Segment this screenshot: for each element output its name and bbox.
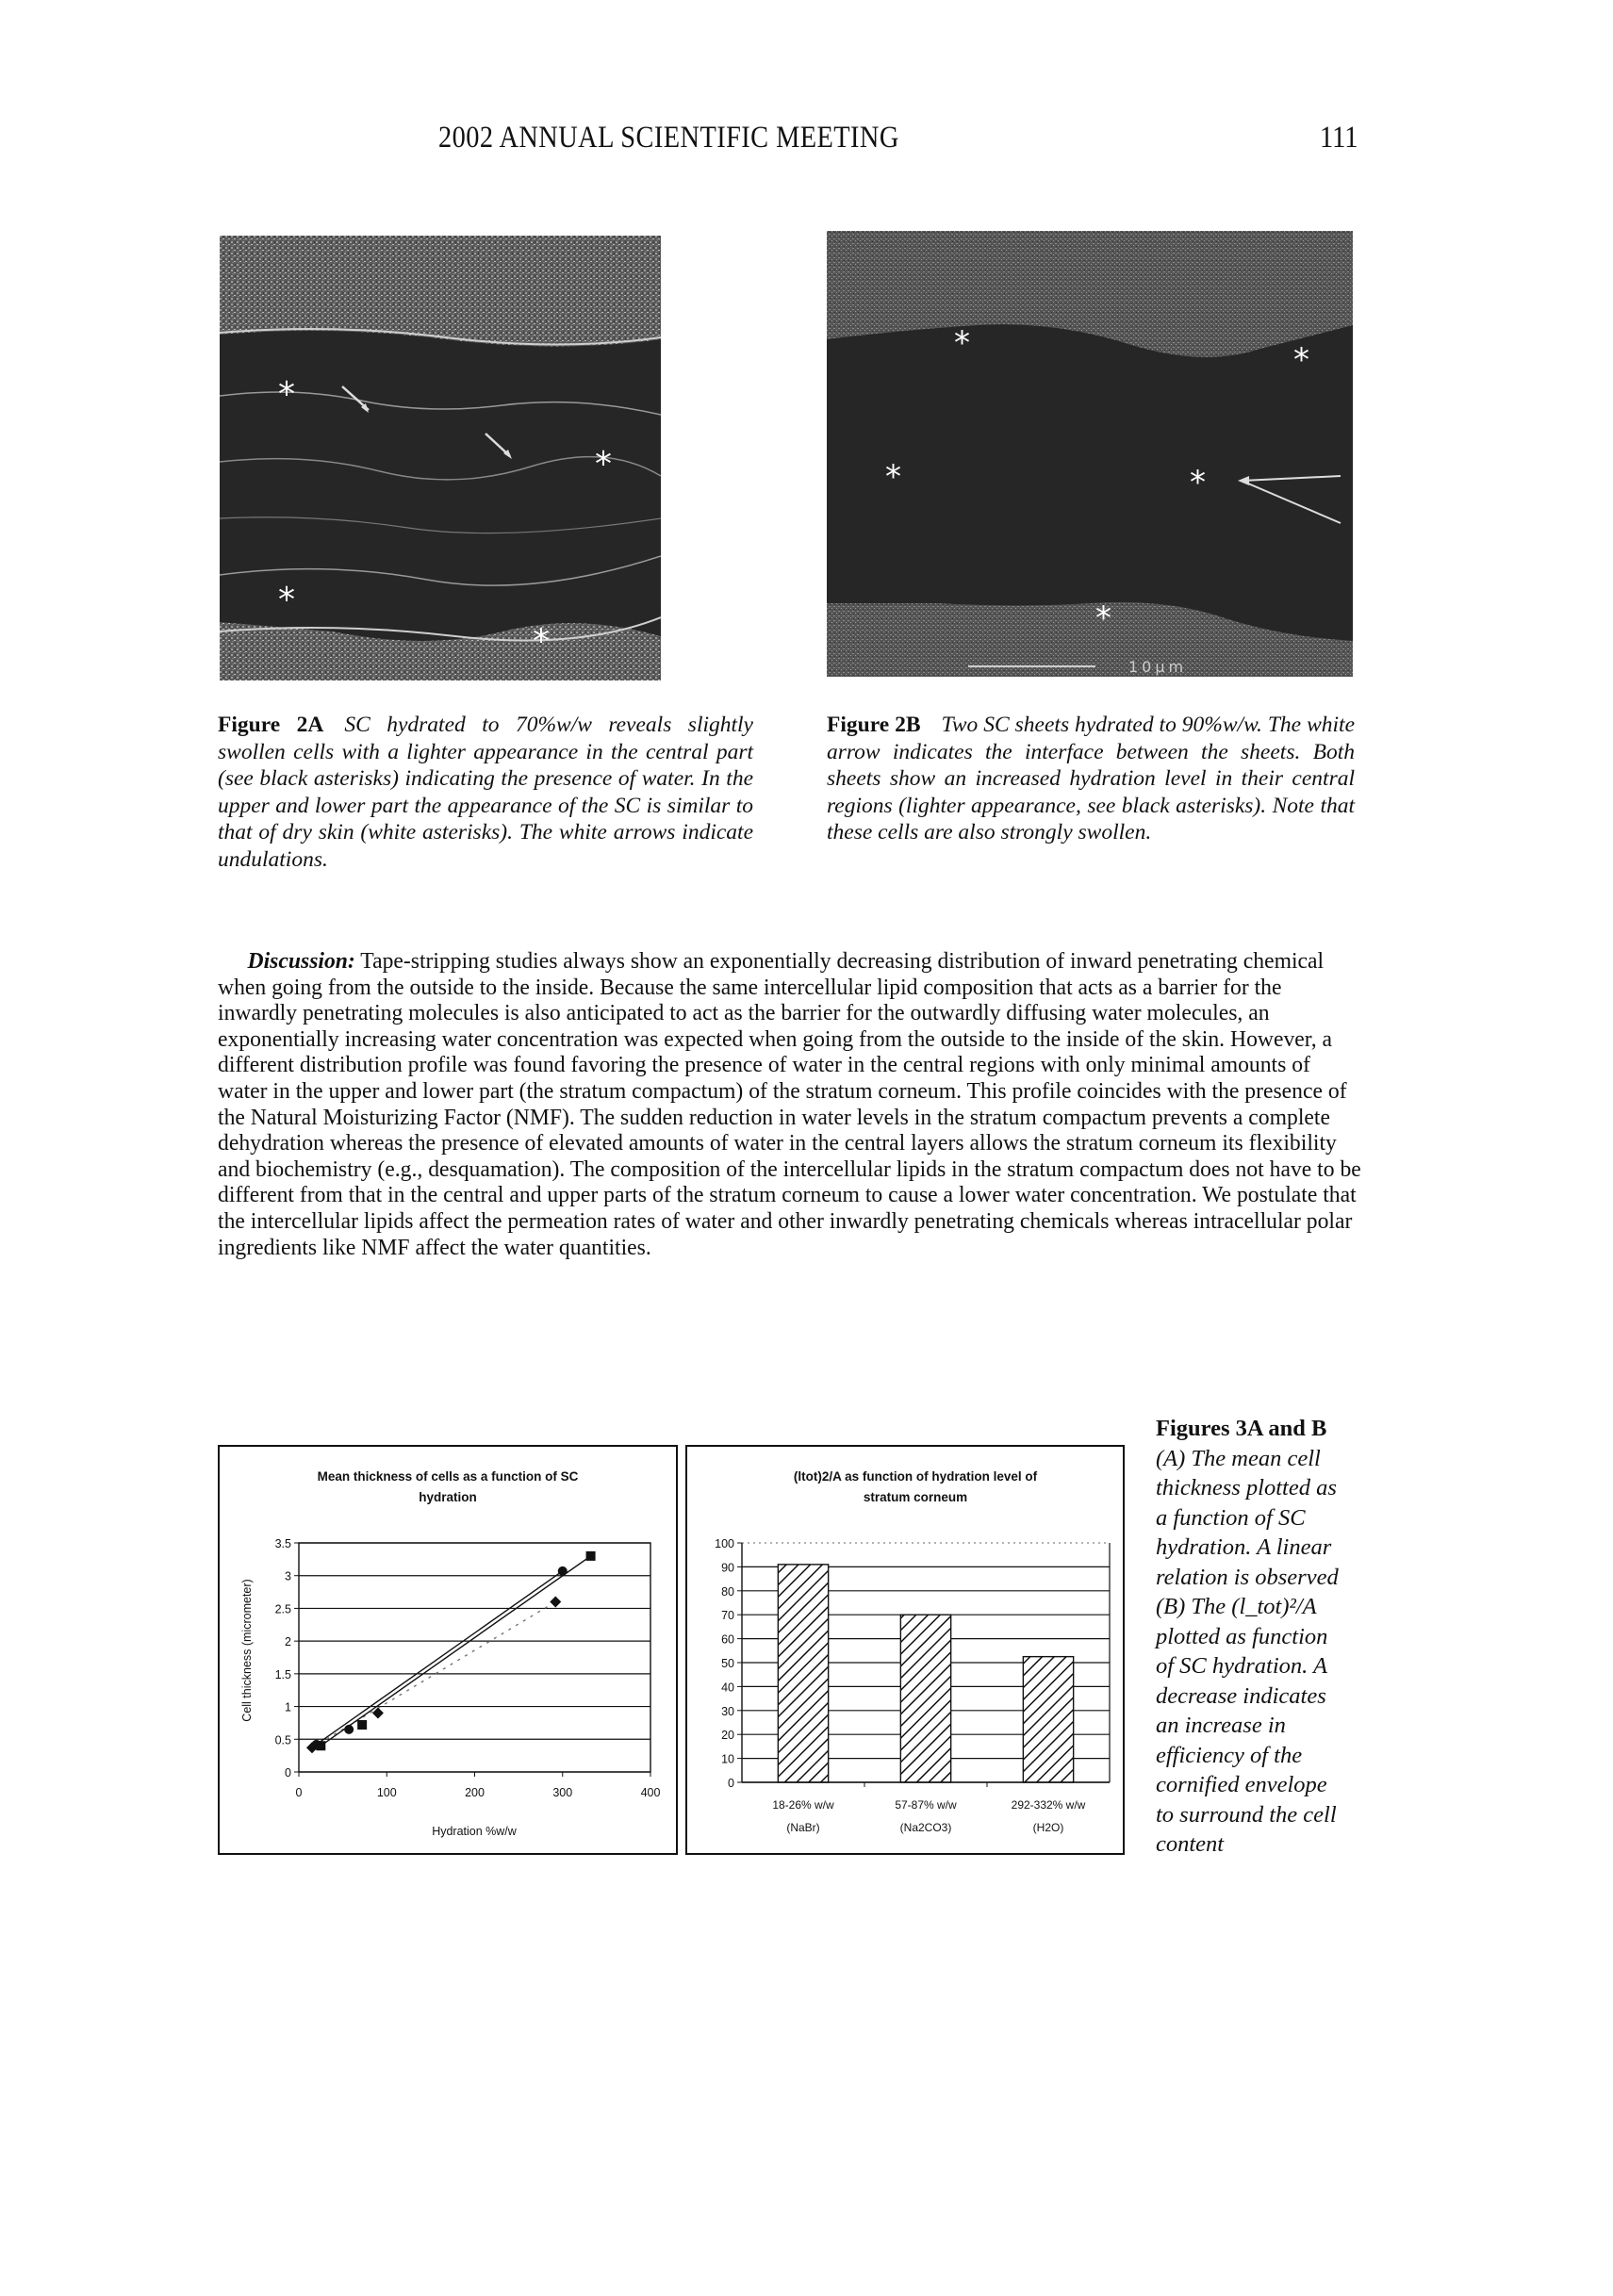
y-tick-label: 1 xyxy=(285,1700,291,1714)
asterisk-marker: * xyxy=(278,581,295,619)
figure-3-caption-title: Figures 3A and B xyxy=(1156,1416,1327,1441)
discussion-text: Tape-stripping studies always show an exponentially decreasing distribution of inward penetrating chemical when going from the outside to the inside. Because the same intercellular lipid composition that acts as a barrier for the inwardly penetrating molecules is also anticipated to act as the barrier for the outwardly diffusing water molecules, an exponentially increasing water concentration was expected when going from the outside to the inside of the skin. However, a different distribution profile was found favoring the presence of water in the central regions with only minimal amounts of water in the upper and lower part (the stratum compactum) of the stratum corneum. This profile coincides with the presence of the Natural Moisturizing Factor (NMF). The sudden reduction in water levels in the stratum compactum prevents a complete dehydration whereas the presence of elevated amounts of water in the central layers allows the stratum corneum its flexibility and biochemistry (e.g., desquamation). The composition of the intercellular lipids in the stratum compactum does not have to be different from that in the central and upper parts of the stratum corneum to cause a lower water concentration. We postulate that the intercellular lipids affect the permeation rates of water and other inwardly penetrating chemicals whereas intracellular polar ingredients like NMF affect the water quantities. xyxy=(218,949,1361,1260)
y-tick-label: 0 xyxy=(728,1777,734,1790)
figure-2b-caption-text: Two SC sheets hydrated to 90%w/w. The white arrow indicates the interface between the sheets. Both sheets show an increased hydration level in their central regions (lighter appearance, see black asterisks). Note that these cells are also strongly swollen. xyxy=(827,713,1355,845)
x-category-label: (NaBr) xyxy=(786,1821,820,1834)
data-point-square xyxy=(357,1720,367,1730)
x-tick-label: 400 xyxy=(640,1786,661,1799)
x-category-label: 292-332% w/w xyxy=(1011,1798,1086,1812)
discussion-heading: Discussion: xyxy=(247,949,355,974)
figure-2b-image xyxy=(827,231,1353,677)
x-axis-label: Hydration %w/w xyxy=(432,1825,517,1838)
chart-title-line-2: hydration xyxy=(419,1490,477,1504)
scale-bar-label: 10µm xyxy=(1128,658,1188,676)
data-point-square xyxy=(316,1741,325,1750)
chart-title-line-2: stratum corneum xyxy=(863,1490,968,1504)
figure-2b-caption xyxy=(827,712,1355,846)
y-tick-label: 70 xyxy=(721,1609,734,1623)
bar xyxy=(1023,1657,1073,1782)
bar xyxy=(778,1565,828,1782)
y-tick-label: 20 xyxy=(721,1729,734,1743)
x-tick-label: 300 xyxy=(552,1786,573,1799)
chart-title-line-1: (ltot)2/A as function of hydration level of xyxy=(793,1469,1038,1484)
asterisk-marker: * xyxy=(1190,464,1206,501)
data-point-square xyxy=(586,1551,596,1561)
x-category-label: 57-87% w/w xyxy=(895,1798,957,1812)
figure-2a-caption xyxy=(218,712,753,873)
figure-3a-chart xyxy=(218,1445,678,1855)
y-tick-label: 80 xyxy=(721,1584,734,1599)
y-tick-label: 10 xyxy=(721,1752,734,1766)
y-tick-label: 0 xyxy=(285,1766,291,1779)
figure-2a-image xyxy=(220,236,661,681)
trendline-square xyxy=(321,1556,590,1746)
x-category-label: 18-26% w/w xyxy=(772,1798,834,1812)
asterisk-marker: * xyxy=(954,324,970,362)
y-tick-label: 60 xyxy=(721,1632,734,1647)
figure-3b-svg xyxy=(687,1447,1123,1853)
page-number: 111 xyxy=(1320,121,1358,155)
y-tick-label: 50 xyxy=(721,1657,734,1670)
y-tick-label: 90 xyxy=(721,1561,734,1575)
figure-2a-label: Figure 2A xyxy=(218,713,324,737)
y-tick-label: 3.5 xyxy=(274,1537,291,1550)
data-point-circle xyxy=(344,1725,354,1734)
figure-2a-caption-text: SC hydrated to 70%w/w reveals slightly swollen cells with a lighter appearance in the central part (see black asterisks) indicating the presence of water. In the upper and lower part the appearance of the SC is similar to that of dry skin (white asterisks). The white arrows indicate undulations. xyxy=(218,713,753,872)
y-tick-label: 0.5 xyxy=(274,1733,291,1747)
discussion-section xyxy=(218,949,1379,1261)
chart-title-line-1: Mean thickness of cells as a function of SC xyxy=(317,1469,579,1484)
x-tick-label: 0 xyxy=(295,1786,303,1799)
figure-2b-micrograph xyxy=(827,231,1353,677)
bar xyxy=(900,1615,950,1782)
y-tick-label: 3 xyxy=(285,1569,291,1583)
figure-3-caption-text: (A) The mean cell thickness plotted as a function of SC hydration. A linear relation is observed (B) The (l_tot)²/A plotted as function of SC hydration. A decrease indicates an increase in efficiency of the cornified envelope to surround the cell content xyxy=(1156,1445,1339,1857)
y-tick-label: 2.5 xyxy=(274,1602,291,1616)
y-tick-label: 2 xyxy=(285,1635,291,1649)
y-tick-label: 40 xyxy=(721,1681,734,1695)
y-axis-label: Cell thickness (micrometer) xyxy=(240,1579,254,1722)
asterisk-marker: * xyxy=(1095,599,1111,637)
figure-3a-svg xyxy=(220,1447,676,1853)
y-tick-label: 100 xyxy=(715,1537,734,1550)
y-tick-label: 30 xyxy=(721,1704,734,1718)
x-category-label: (Na2CO3) xyxy=(899,1821,952,1834)
running-header-title: 2002 ANNUAL SCIENTIFIC MEETING xyxy=(438,121,899,155)
figure-3-caption xyxy=(1156,1414,1344,1860)
asterisk-marker: * xyxy=(885,458,901,496)
asterisk-marker: * xyxy=(278,375,295,414)
figure-2b-label: Figure 2B xyxy=(827,713,921,737)
asterisk-marker: * xyxy=(595,445,612,484)
asterisk-marker: * xyxy=(1293,341,1309,379)
plot-area xyxy=(299,1543,650,1772)
x-tick-label: 100 xyxy=(376,1786,397,1799)
y-tick-label: 1.5 xyxy=(274,1667,291,1681)
data-point-circle xyxy=(558,1566,568,1576)
trendline-circle xyxy=(317,1571,563,1745)
discussion-paragraph xyxy=(218,949,1362,1261)
data-point-diamond xyxy=(550,1596,561,1607)
figure-2a-micrograph xyxy=(220,236,661,681)
asterisk-marker: * xyxy=(533,622,550,661)
x-tick-label: 200 xyxy=(465,1786,485,1799)
x-category-label: (H2O) xyxy=(1032,1821,1064,1834)
figure-3b-chart xyxy=(685,1445,1125,1855)
